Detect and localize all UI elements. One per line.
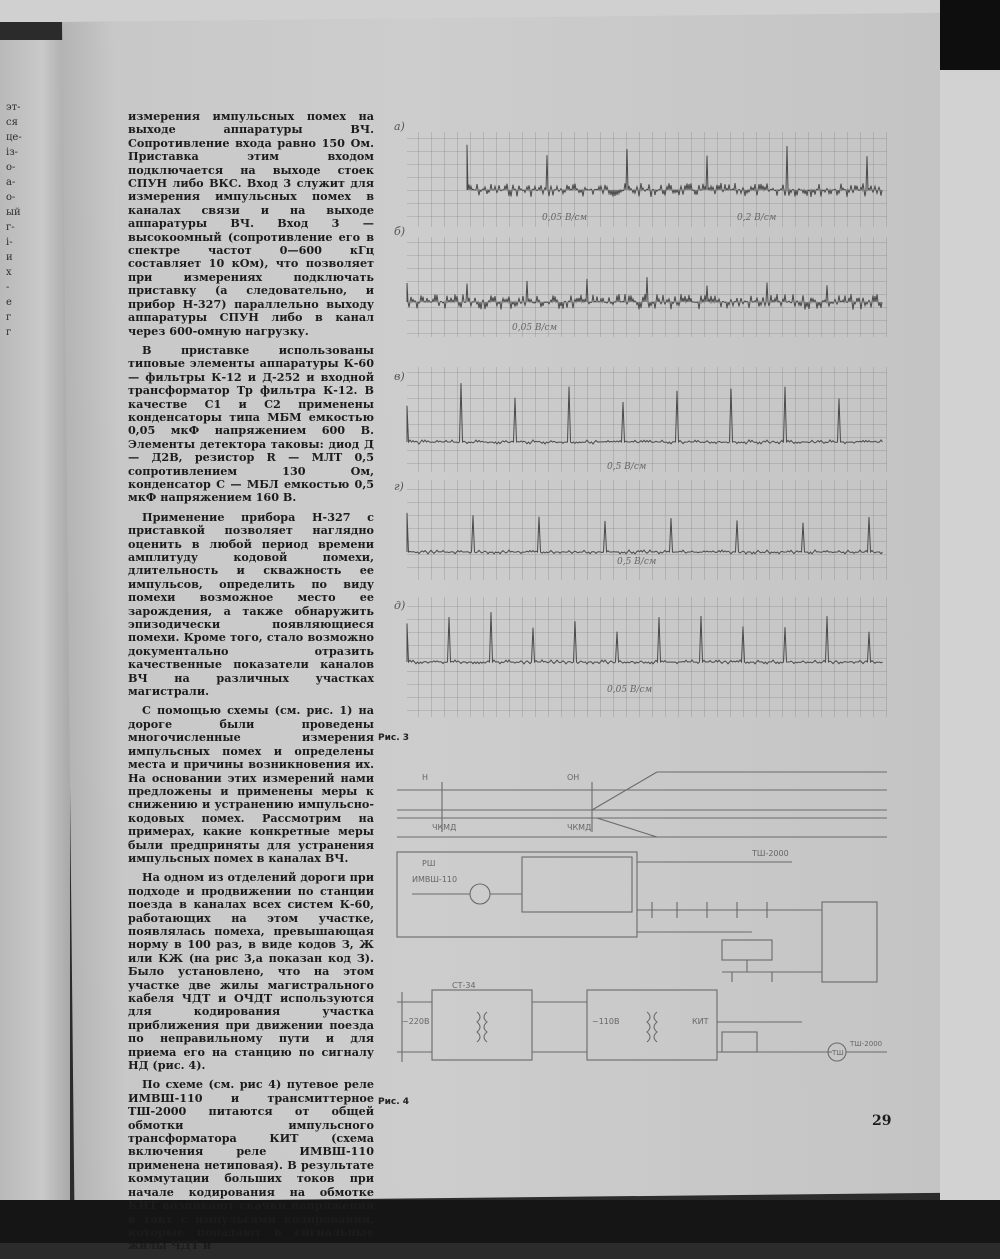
label: ТШ-2000 [850,1040,883,1048]
paragraph: С помощью схемы (см. рис. 1) на дороге были проведены многочисленные измерения импульсных помех и определены места и причины возникновения их. На основании этих измерений нами предложены и применены меры к снижению и устранению импульсно-кодовых помех. Рассмотрим на примерах, какие конкретные меры были предприняты для устранения импульсных помех в каналах ВЧ. [128,703,374,865]
label: СТ-34 [452,981,476,990]
panel-letter: в) [394,370,405,383]
margin-fragment: г [6,327,12,338]
margin-fragment: г [6,312,12,323]
scan-corner-shadow [940,0,1000,70]
label: ИМВШ-110 [412,875,458,884]
label: КИТ [692,1017,709,1026]
paragraph: В приставке использованы типовые элементы аппаратуры К-60 — фильтры К-12 и Д-252 и входной трансформатор Тр фильтра К-12. В качестве С1 и С2 применены конденсаторы типа МБМ емкостью 0,05 мкФ напряжением 600 В. Элементы детектора таковы: диод Д — Д2В, резистор R — МЛТ 0,5 сопротивлением 130 Ом, конденсатор С — МБЛ емкостью 0,5 мкФ напряжением 160 В. [128,342,374,505]
panel-letter: д) [394,599,406,612]
label: ~110В [592,1017,620,1026]
margin-text-fragments [6,100,34,340]
figure-3-oscillograms [392,112,892,722]
margin-fragment: х [6,267,12,278]
label: ОН [567,773,580,782]
figure-3-caption: Рис. 3 [378,733,410,743]
panel-letter: б) [394,225,406,238]
paragraph: измерения импульсных помех на выходе аппаратуры ВЧ. Сопротивление входа равно 150 Ом. Приставка этим входом подключается на выходе стоек СПУН либо ВКС. Вход 3 служит для измерения импульсных помех в каналах связи и на выходе аппаратуры ВЧ. Вход 3 — высокоомный (сопротивление его в спектре частот 0—600 кГц составляет 10 кОм), что позволяет при измерениях подключать приставку (а следовательно, и прибор Н-327) параллельно выходу аппаратуры СПУН либо в канал через 600-омную нагрузку. [128,109,374,338]
article-column [128,110,374,1259]
scale-label: 0,5 В/см [617,557,657,567]
scale-label: 0,5 В/см [607,462,647,472]
paragraph: На одном из отделений дороги при подходе и продвижении по станции поезда в каналах всех систем К-60, работающих на этом участке, появлялась помеха, превышающая норму в 100 раз, в виде кодов З, Ж или КЖ (на рис 3,а показан код З). Было установлено, что на этом участке две жилы магистрального кабеля ЧДТ и ОЧДТ используются для кодирования участка приближения при движении поезда по неправильному пути и для приема его на станцию по сигналу НД (рис. 4). [128,870,374,1073]
figure-4-caption: Рис. 4 [378,1097,410,1107]
margin-fragment: о- [6,162,16,173]
label: ЧКМД [567,823,592,832]
label: РШ [422,859,436,868]
margin-fragment: г- [6,222,15,233]
panel-letter: а) [394,120,405,133]
margin-fragment: ся [6,117,18,128]
grid [407,132,887,227]
scale-label: 0,2 В/см [737,213,777,223]
label: ЧКМД [432,823,457,832]
paragraph: Применение прибора Н-327 с приставкой позволяет наглядно оценить в любой период времени амплитуду кодовой помехи, длительность и скважность ее импульсов, определить по виду помехи возможное место ее зарождения, а также обнаружить эпизодически появляющиеся помехи. Кроме того, стало возможно документально отразить качественные показатели каналов ВЧ на различных участках магистрали. [128,509,374,699]
grid [407,367,887,472]
osc-panel-c [394,367,887,472]
margin-fragment: це- [6,132,22,143]
scale-label: 0,05 В/см [512,323,558,333]
margin-fragment: - [6,282,10,293]
paragraph: По схеме (см. рис 4) путевое реле ИМВШ-110 и трансмиттерное ТШ-2000 питаются от общей обмотки импульсного трансформатора КИТ (схема включения реле ИМВШ-110 применена нетиповая). В результате коммутации больших токов при начале кодирования на обмотке КИТ возникают скачки напряжения в такт с импульсами кодирования, которые попадают в сигнальные жилы ЧДТ и [128,1077,374,1253]
margin-fragment: эт- [6,102,21,113]
margin-fragment: и [6,252,13,263]
osc-panel-e [394,597,887,717]
scan-right-edge [940,70,1000,1243]
margin-fragment: ый [6,207,21,218]
label: ТШ [832,1049,844,1057]
osc-panel-b [394,225,887,337]
figure-4-circuit [392,762,892,1092]
margin-fragment: із- [6,147,19,158]
scale-label: 0,05 В/см [542,213,588,223]
osc-panel-a [394,120,887,227]
margin-fragment: о- [6,192,16,203]
page-number: 29 [872,1113,892,1129]
osc-panel-d [394,480,887,580]
label: ~220В [402,1017,430,1026]
margin-fragment: і- [6,237,13,248]
grid [407,597,887,717]
panel-letter: г) [394,480,404,493]
label: ТШ-2000 [752,849,789,858]
margin-fragment: е [6,297,12,308]
scale-label: 0,05 В/см [607,685,653,695]
margin-fragment: а- [6,177,16,188]
label: Н [422,773,429,782]
